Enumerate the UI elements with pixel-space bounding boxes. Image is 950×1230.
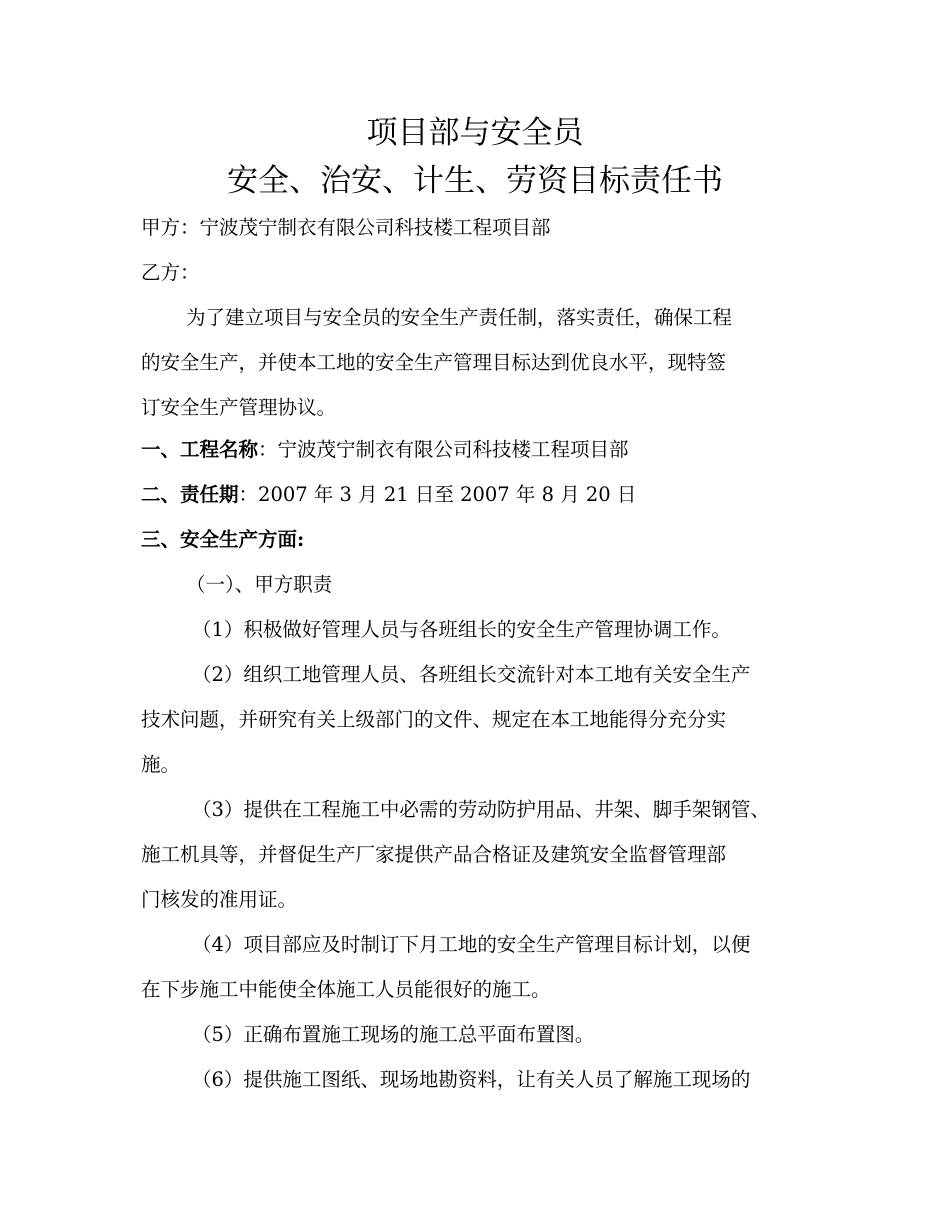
section-project-name xyxy=(141,436,629,464)
item-3-line-2: 施工机具等，并督促生产厂家提供产品合格证及建筑安全监督管理部 xyxy=(141,843,727,866)
item-3-line-3: 门核发的准用证。 xyxy=(141,888,298,911)
party-a-line xyxy=(141,214,551,242)
item-2-line-2: 技术问题，并研究有关上级部门的文件、规定在本工地能得分充分实 xyxy=(141,708,727,731)
party-b-line xyxy=(141,259,200,287)
party-a-label: 甲方： xyxy=(141,216,200,239)
item-2-line-3: 施。 xyxy=(141,753,181,776)
subsection-party-a-duties: （一）、甲方职责 xyxy=(186,573,333,596)
item-2-line-1: （2）组织工地管理人员、各班组长交流针对本工地有关安全生产 xyxy=(192,663,751,686)
section-project-name-colon: ： xyxy=(258,438,278,461)
party-b-label: 乙方： xyxy=(141,261,200,284)
item-3-line-1: （3）提供在工程施工中必需的劳动防护用品、井架、脚手架钢管、 xyxy=(192,798,770,821)
section-responsibility-period xyxy=(141,481,636,509)
document-title-line-1: 项目部与安全员 xyxy=(366,115,584,151)
document-title-line-2: 安全、治安、计生、劳资目标责任书 xyxy=(227,163,723,199)
item-4-line-2: 在下步施工中能使全体施工人员能很好的施工。 xyxy=(141,978,551,1001)
section-project-name-label: 一、工程名称 xyxy=(141,438,259,461)
intro-line-1: 为了建立项目与安全员的安全生产责任制，落实责任，确保工程 xyxy=(186,306,733,329)
party-a-value: 宁波茂宁制衣有限公司科技楼工程项目部 xyxy=(199,216,551,239)
section-project-name-value: 宁波茂宁制衣有限公司科技楼工程项目部 xyxy=(277,438,629,461)
section-responsibility-period-colon: ： xyxy=(238,483,259,506)
item-4-line-1: （4）项目部应及时制订下月工地的安全生产管理目标计划，以便 xyxy=(192,933,751,956)
item-6-line-1: （6）提供施工图纸、现场地勘资料，让有关人员了解施工现场的 xyxy=(192,1068,751,1091)
item-5-line-1: （5）正确布置施工现场的施工总平面布置图。 xyxy=(192,1023,595,1046)
intro-line-2: 的安全生产，并使本工地的安全生产管理目标达到优良水平，现特签 xyxy=(141,351,727,374)
section-safety-production-heading: 三、安全生产方面: xyxy=(141,528,305,551)
section-responsibility-period-value: 2007 年 3 月 21 日至 2007 年 8 月 20 日 xyxy=(258,483,637,506)
section-responsibility-period-label: 二、责任期 xyxy=(141,483,239,506)
item-1-line-1: （1）积极做好管理人员与各班组长的安全生产管理协调工作。 xyxy=(192,618,731,641)
intro-line-3: 订安全生产管理协议。 xyxy=(141,396,337,419)
